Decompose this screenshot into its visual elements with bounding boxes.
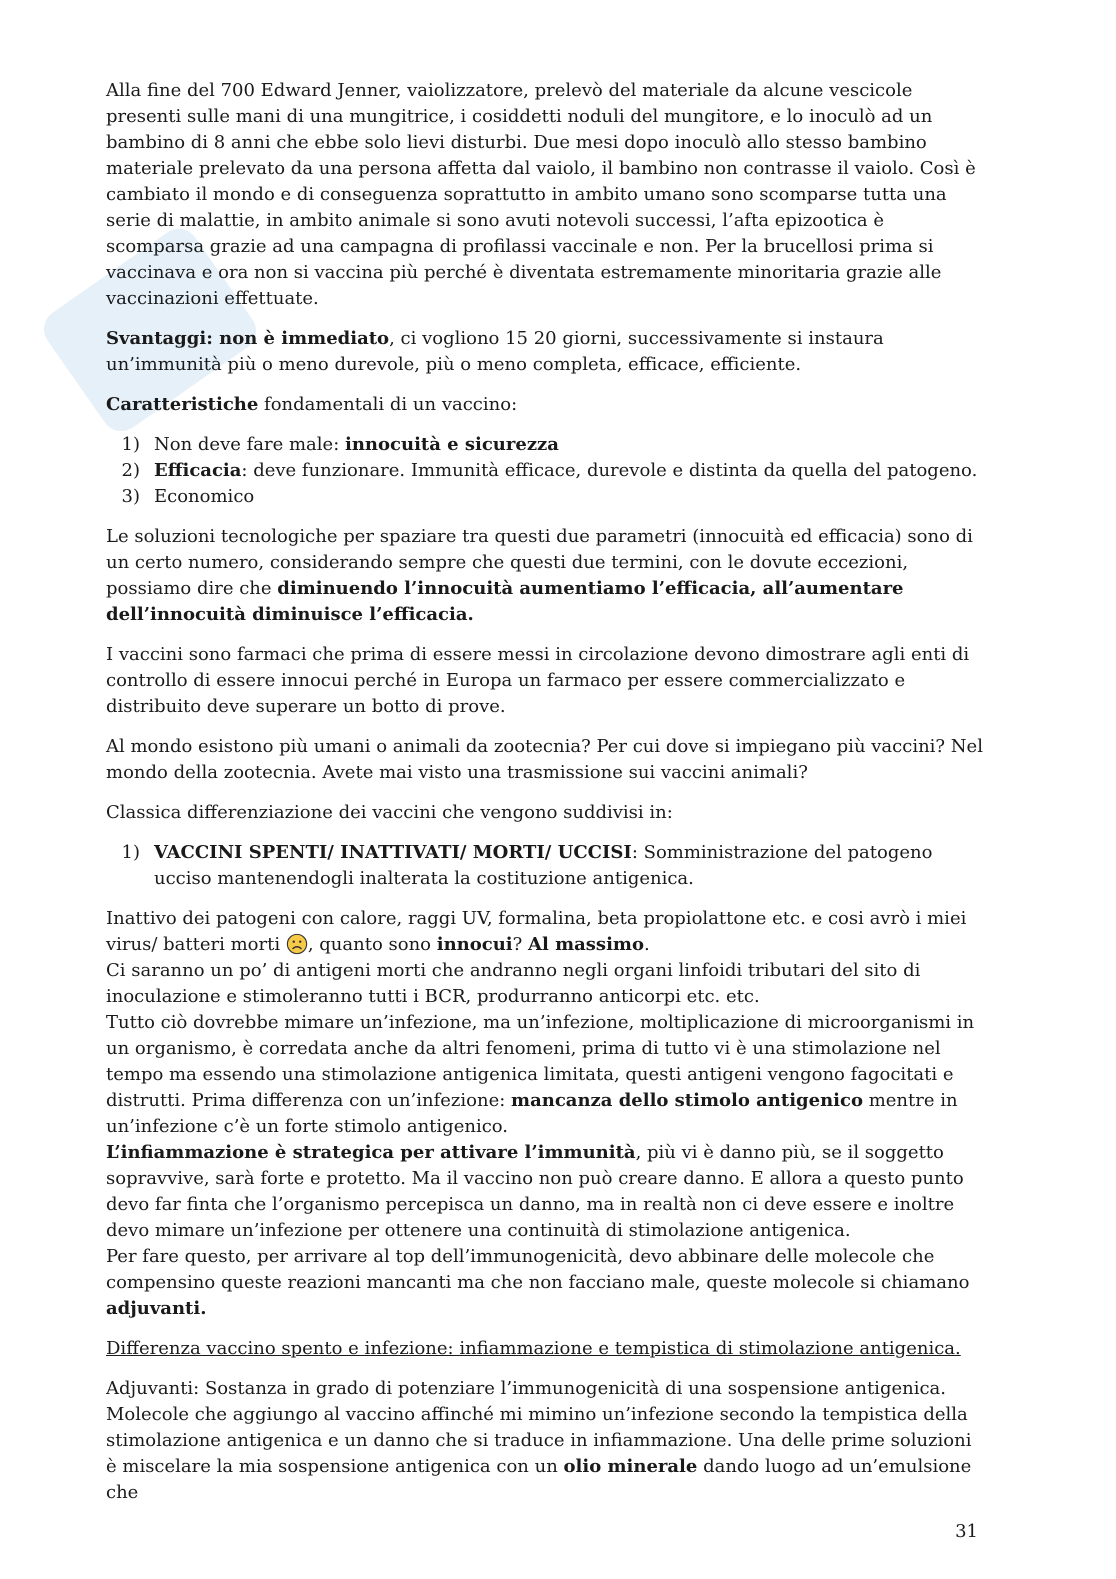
paragraph-antigeni: Ci saranno un po’ di antigeni morti che andranno negli organi linfoidi tributari del sito di inoculazione e stimoleranno tutti i BCR, produrranno anticorpi etc. etc.: [106, 960, 921, 1007]
paragraph-inattivo: Inattivo dei patogeni con calore, raggi UV, formalina, beta propiolattone etc. e cosi avrò i miei virus/ batteri morti , quanto sono innocui? Al massimo.: [106, 908, 967, 955]
paragraph-infiammazione: L’infiammazione è strategica per attivare l’immunità, più vi è danno più, se il soggetto sopravvive, sarà forte e protetto. Ma il vaccino non può creare danno. E allora a questo punto devo far finta che l’organismo percepisca un danno, ma in realtà non ci deve essere e inoltre devo mimare un’infezione per ottenere una continuità di stimolazione antigenica.: [106, 1142, 964, 1241]
list-vaccine-types: [106, 840, 984, 892]
list-item: 1) VACCINI SPENTI/ INATTIVATI/ MORTI/ UCCISI: Somministrazione del patogeno ucciso mantenendogli inalterata la costituzione antigenica.: [121, 842, 933, 889]
page-number: 31: [955, 1521, 978, 1542]
document-page: [106, 78, 984, 1520]
sad-face-icon: [286, 933, 308, 955]
list-item: 2) Efficacia: deve funzionare. Immunità efficace, durevole e distinta da quella del patogeno.: [121, 460, 978, 481]
paragraph-svantaggi: Svantaggi: non è immediato, ci vogliono 15 20 giorni, successivamente si instaura un’immunità più o meno durevole, più o meno completa, efficace, efficiente.: [106, 328, 884, 375]
paragraph-mimare: Tutto ciò dovrebbe mimare un’infezione, ma un’infezione, moltiplicazione di microorganismi in un organismo, è corredata anche da altri fenomeni, prima di tutto vi è una stimolazione nel tempo ma essendo una stimolazione antigenica limitata, questi antigeni vengono fagocitati e distrutti. Prima differenza con un’infezione: mancanza dello stimolo antigenico mentre in un’infezione c’è un forte stimolo antigenico.: [106, 1012, 975, 1137]
paragraph-adjuvanti-def: Adjuvanti: Sostanza in grado di potenziare l’immunogenicità di una sospensione antigenica. Molecole che aggiungo al vaccino affinché mi mimino un’infezione secondo la tempistica della stimolazione antigenica e un danno che si traduce in infiammazione. Una delle prime soluzioni è miscelare la mia sospensione antigenica con un olio minerale dando luogo ad un’emulsione che: [106, 1378, 972, 1503]
list-item: 3) Economico: [121, 486, 255, 507]
list-characteristics: [106, 432, 984, 510]
paragraph-caratteristiche: Caratteristiche fondamentali di un vaccino:: [106, 394, 518, 415]
paragraph-farmaci: I vaccini sono farmaci che prima di essere messi in circolazione devono dimostrare agli enti di controllo di essere innocui perché in Europa un farmaco per essere commercializzato e distribuito deve superare un botto di prove.: [106, 644, 970, 717]
paragraph-classica: Classica differenziazione dei vaccini che vengono suddivisi in:: [106, 802, 673, 823]
paragraph-jenner: Alla fine del 700 Edward Jenner, vaiolizzatore, prelevò del materiale da alcune vescicole presenti sulle mani di una mungitrice, i cosiddetti noduli del mungitore, e lo inoculò ad un bambino di 8 anni che ebbe solo lievi disturbi. Due mesi dopo inoculò allo stesso bambino materiale prelevato da una persona affetta dal vaiolo, il bambino non contrasse il vaiolo. Così è cambiato il mondo e di conseguenza soprattutto in ambito umano sono scomparse tutta una serie di malattie, in ambito animale si sono avuti notevoli successi, l’afta epizootica è scomparsa grazie ad una campagna di profilassi vaccinale e non. Per la brucellosi prima si vaccinava e ora non si vaccina più perché è diventata estremamente minoritaria grazie alle vaccinazioni effettuate.: [106, 80, 976, 309]
paragraph-differenza: Differenza vaccino spento e infezione: infiammazione e tempistica di stimolazione antigenica.: [106, 1338, 961, 1359]
paragraph-zootecnia: Al mondo esistono più umani o animali da zootecnia? Per cui dove si impiegano più vaccini? Nel mondo della zootecnia. Avete mai visto una trasmissione sui vaccini animali?: [106, 736, 983, 783]
list-item: 1) Non deve fare male: innocuità e sicurezza: [121, 434, 559, 455]
paragraph-soluzioni: Le soluzioni tecnologiche per spaziare tra questi due parametri (innocuità ed efficacia) sono di un certo numero, considerando sempre che questi due termini, con le dovute eccezioni, possiamo dire che diminuendo l’innocuità aumentiamo l’efficacia, all’aumentare dell’innocuità diminuisce l’efficacia.: [106, 526, 973, 625]
paragraph-adjuvanti-intro: Per fare questo, per arrivare al top dell’immunogenicità, devo abbinare delle molecole che compensino queste reazioni mancanti ma che non facciano male, queste molecole si chiamano adjuvanti.: [106, 1246, 970, 1319]
